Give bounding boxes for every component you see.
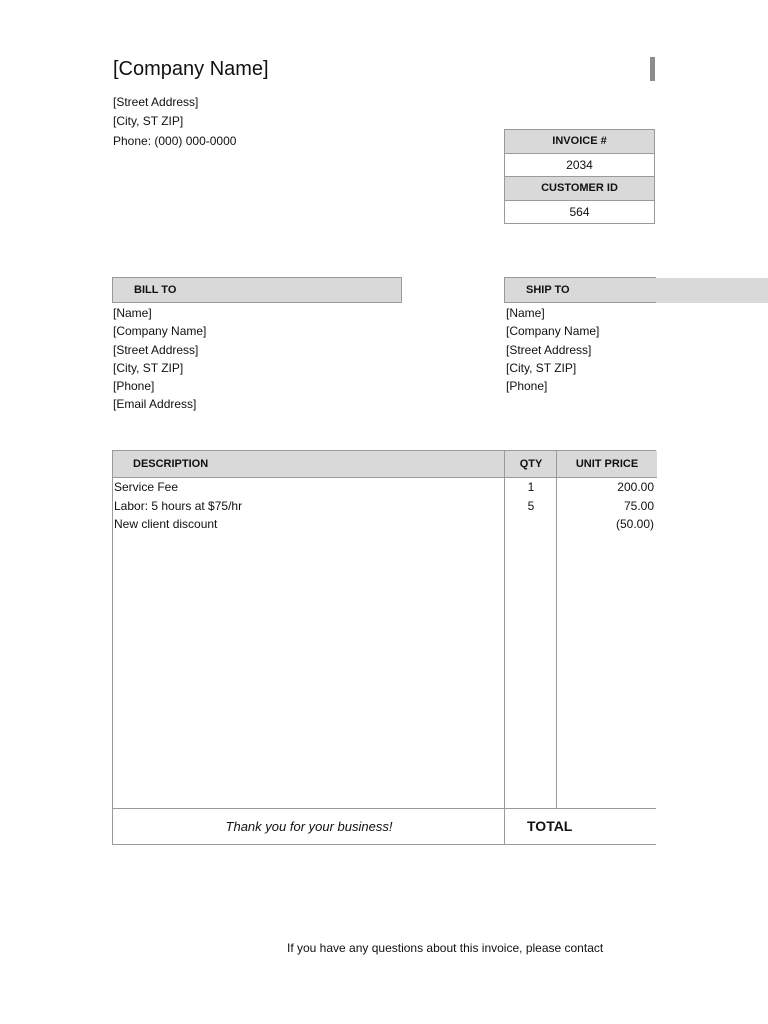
company-name: [Company Name] — [113, 58, 269, 80]
invoice-info-box — [504, 129, 655, 224]
bill-to-block — [113, 304, 206, 414]
bill-to-name[interactable]: [Name] — [113, 306, 152, 320]
company-city: [City, ST ZIP] — [113, 114, 184, 128]
bill-to-company[interactable]: [Company Name] — [113, 324, 207, 339]
total-label: TOTAL — [527, 818, 573, 834]
description-header: DESCRIPTION — [113, 451, 505, 478]
ship-to-header-extension — [656, 278, 768, 303]
item-unit-price[interactable]: 75.00 — [623, 498, 654, 513]
item-description[interactable]: Labor: 5 hours at $75/hr — [114, 498, 243, 513]
bill-to-city[interactable]: [City, ST ZIP] — [113, 360, 184, 375]
ship-to-name[interactable]: [Name] — [506, 306, 545, 320]
ship-to-header: SHIP TO — [504, 277, 656, 303]
item-description[interactable]: New client discount — [114, 517, 218, 531]
ship-to-street[interactable]: [Street Address] — [506, 342, 592, 357]
item-unit-price[interactable]: 200.00 — [617, 480, 654, 494]
invoice-number-label: INVOICE # — [505, 130, 654, 154]
bill-to-header: BILL TO — [112, 277, 402, 303]
unit-price-header: UNIT PRICE — [557, 451, 657, 478]
footer-contact-text: If you have any questions about this invoice, please contact — [287, 941, 604, 955]
company-phone: Phone: (000) 000-0000 — [113, 134, 237, 148]
item-unit-price[interactable]: (50.00) — [615, 517, 654, 531]
item-qty[interactable]: 5 — [527, 498, 535, 513]
ship-to-company[interactable]: [Company Name] — [506, 324, 600, 339]
cursor-bar — [650, 57, 655, 81]
line-items-table — [112, 450, 656, 845]
invoice-number[interactable]: 2034 — [505, 154, 654, 177]
qty-header: QTY — [505, 451, 557, 478]
customer-id[interactable]: 564 — [569, 205, 590, 219]
item-description[interactable]: Service Fee — [114, 480, 179, 494]
ship-to-city[interactable]: [City, ST ZIP] — [506, 360, 577, 375]
thank-you-message: Thank you for your business! — [225, 819, 393, 834]
ship-to-block — [506, 304, 599, 395]
ship-to-phone[interactable]: [Phone] — [506, 379, 548, 394]
bill-to-phone[interactable]: [Phone] — [113, 379, 155, 394]
bill-to-street[interactable]: [Street Address] — [113, 342, 199, 357]
item-qty[interactable]: 1 — [527, 480, 535, 494]
company-street: [Street Address] — [113, 95, 199, 109]
customer-id-label: CUSTOMER ID — [505, 177, 654, 201]
bill-to-email[interactable]: [Email Address] — [113, 397, 197, 412]
